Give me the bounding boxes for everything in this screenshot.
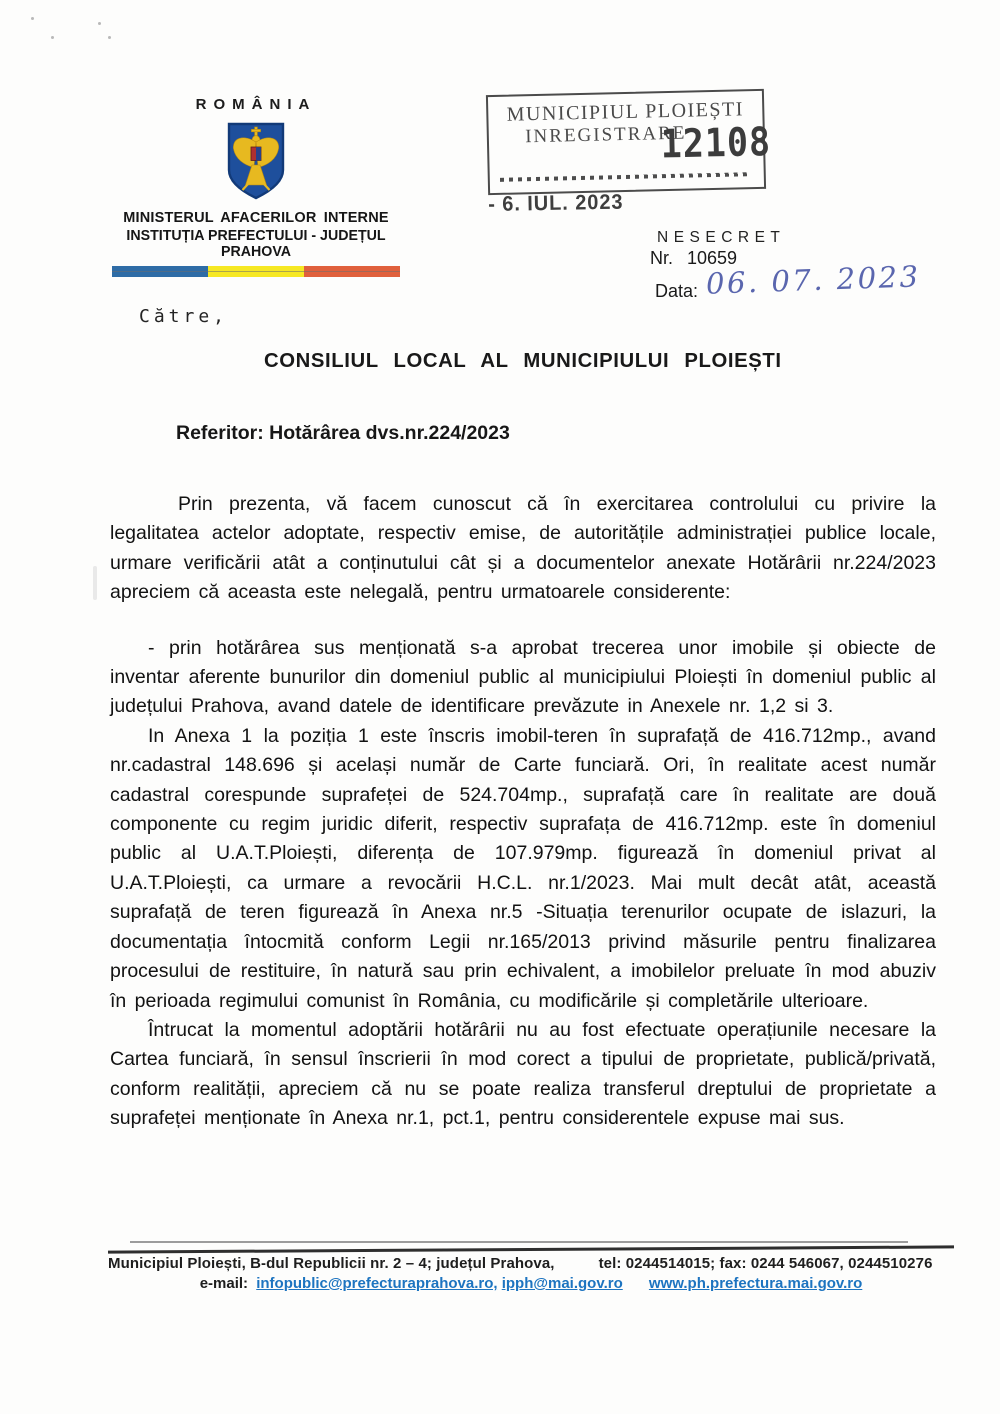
body-paragraph: In Anexa 1 la poziția 1 este înscris imobil-teren în suprafață de 416.712mp., avand nr.cadastral 148.696 și același număr de Carte funciară. Ori, în realitate acest număr cadastral corespunde suprafeței de 524.704mp., suprafață care în realitate are două componente cu regim juridic diferit, respectiv suprafața de 416.712mp. este în domeniul public al U.A.T.Ploiești, diferența de 107.979mp. figurează în domeniul privat al U.A.T.Ploiești, ca urmare a revocării H.C.L. nr.1/2023. Mai mult decât atât, această suprafață de teren figurează în Anexa nr.5 -Situația terenurilor ocupate de islazuri, la documentația întocmită conform Legii nr.165/2013 privind măsurile pentru finalizarea procesului de restituire, în natură sau prin echivalent, a imobilelor preluate în mod abuziv în perioada regimului comunist în România, cu modificările și completările ulterioare. [110,724,936,1012]
country-title: ROMÂNIA [195,96,317,113]
date-received-stamp: - 6. IUL. 2023 [488,190,624,216]
flag-divider-line [112,271,400,272]
letterhead [112,96,400,277]
footer-contact-row [108,1255,954,1272]
stamp-registration-number: 12108 [660,120,772,168]
coat-of-arms-icon [112,121,400,201]
recipient-title: CONSILIUL LOCAL AL MUNICIPIULUI PLOIEȘTI [264,349,782,372]
body-paragraph: - prin hotărârea sus menționată s-a aprobat trecerea unor imobile și obiecte de inventar aferente bunurilor din domeniul public al municipiului Ploiești în domeniul public al județului Prahova, avand datele de identificare prevăzute in Anexele nr. 1,2 si 3. [110,636,936,718]
ministry-name: MINISTERUL AFACERILOR INTERNE [123,210,389,226]
scan-speck [31,17,34,20]
subject-line: Referitor: Hotărârea dvs.nr.224/2023 [176,422,510,444]
footer-phone: tel: 0244514015; fax: 0244 546067, 0244510276 [598,1255,933,1272]
letter-body [110,490,936,1134]
classification-label: NESECRET [657,229,786,246]
footer-email-link-1[interactable]: infopublic@prefecturaprahova.ro, [256,1275,498,1292]
stamp-dotted-line [500,172,748,182]
footer [108,1241,954,1292]
stamp-registration-label: INREGISTRARE [524,122,687,148]
footer-website-link[interactable]: www.ph.prefectura.mai.gov.ro [648,1275,863,1292]
body-paragraph: Întrucat la momentul adoptării hotărârii nu au fost efectuate operațiunile necesare la Cartea funciară, în sensul înscrierii în mod corect a tipului de proprietate, publică/privată, conform realității, apreciem că nu se poate realiza transferul dreptului de proprietate a suprafeței menționate în Anexa nr.1, pct.1, pentru considerentele expuse mai sus. [110,1018,936,1130]
handwritten-date: 06. 07. 2023 [705,259,922,301]
salutation: Către, [139,306,229,327]
doc-number-value: 10659 [687,248,738,268]
footer-email-label: e-mail: [199,1275,249,1292]
scan-speck [108,36,111,39]
footer-rule-thin [130,1241,908,1243]
scan-smudge [93,566,97,600]
footer-rule-thick [108,1245,954,1253]
footer-links-row [108,1275,954,1292]
doc-date-row [655,259,922,304]
footer-email-link-2[interactable]: ipph@mai.gov.ro [501,1275,623,1292]
body-paragraph: Prin prezenta, vă facem cunoscut că în exercitarea controlului cu privire la legalitatea actelor adoptate, respectiv emise, de autoritățile administrației publice locale, urmare verificării atât a conținutului cât și a documentelor anexate Hotărârii nr.224/2023 apreciem că aceasta este nelegală, pentru urmatoarele considerente: [110,493,936,604]
scan-speck [98,22,101,25]
date-label: Data: [655,281,699,301]
scan-speck [51,36,54,39]
flag-bar [112,266,400,277]
footer-address: Municipiul Ploiești, B-dul Republicii nr. 2 – 4; județul Prahova, [108,1255,555,1272]
registration-stamp [486,89,772,195]
institution-name: INSTITUȚIA PREFECTULUI - JUDEȚUL PRAHOVA [126,228,386,260]
doc-number-label: Nr. [650,248,674,268]
stamp-municipality: MUNICIPIUL PLOIEȘTI [506,98,745,126]
